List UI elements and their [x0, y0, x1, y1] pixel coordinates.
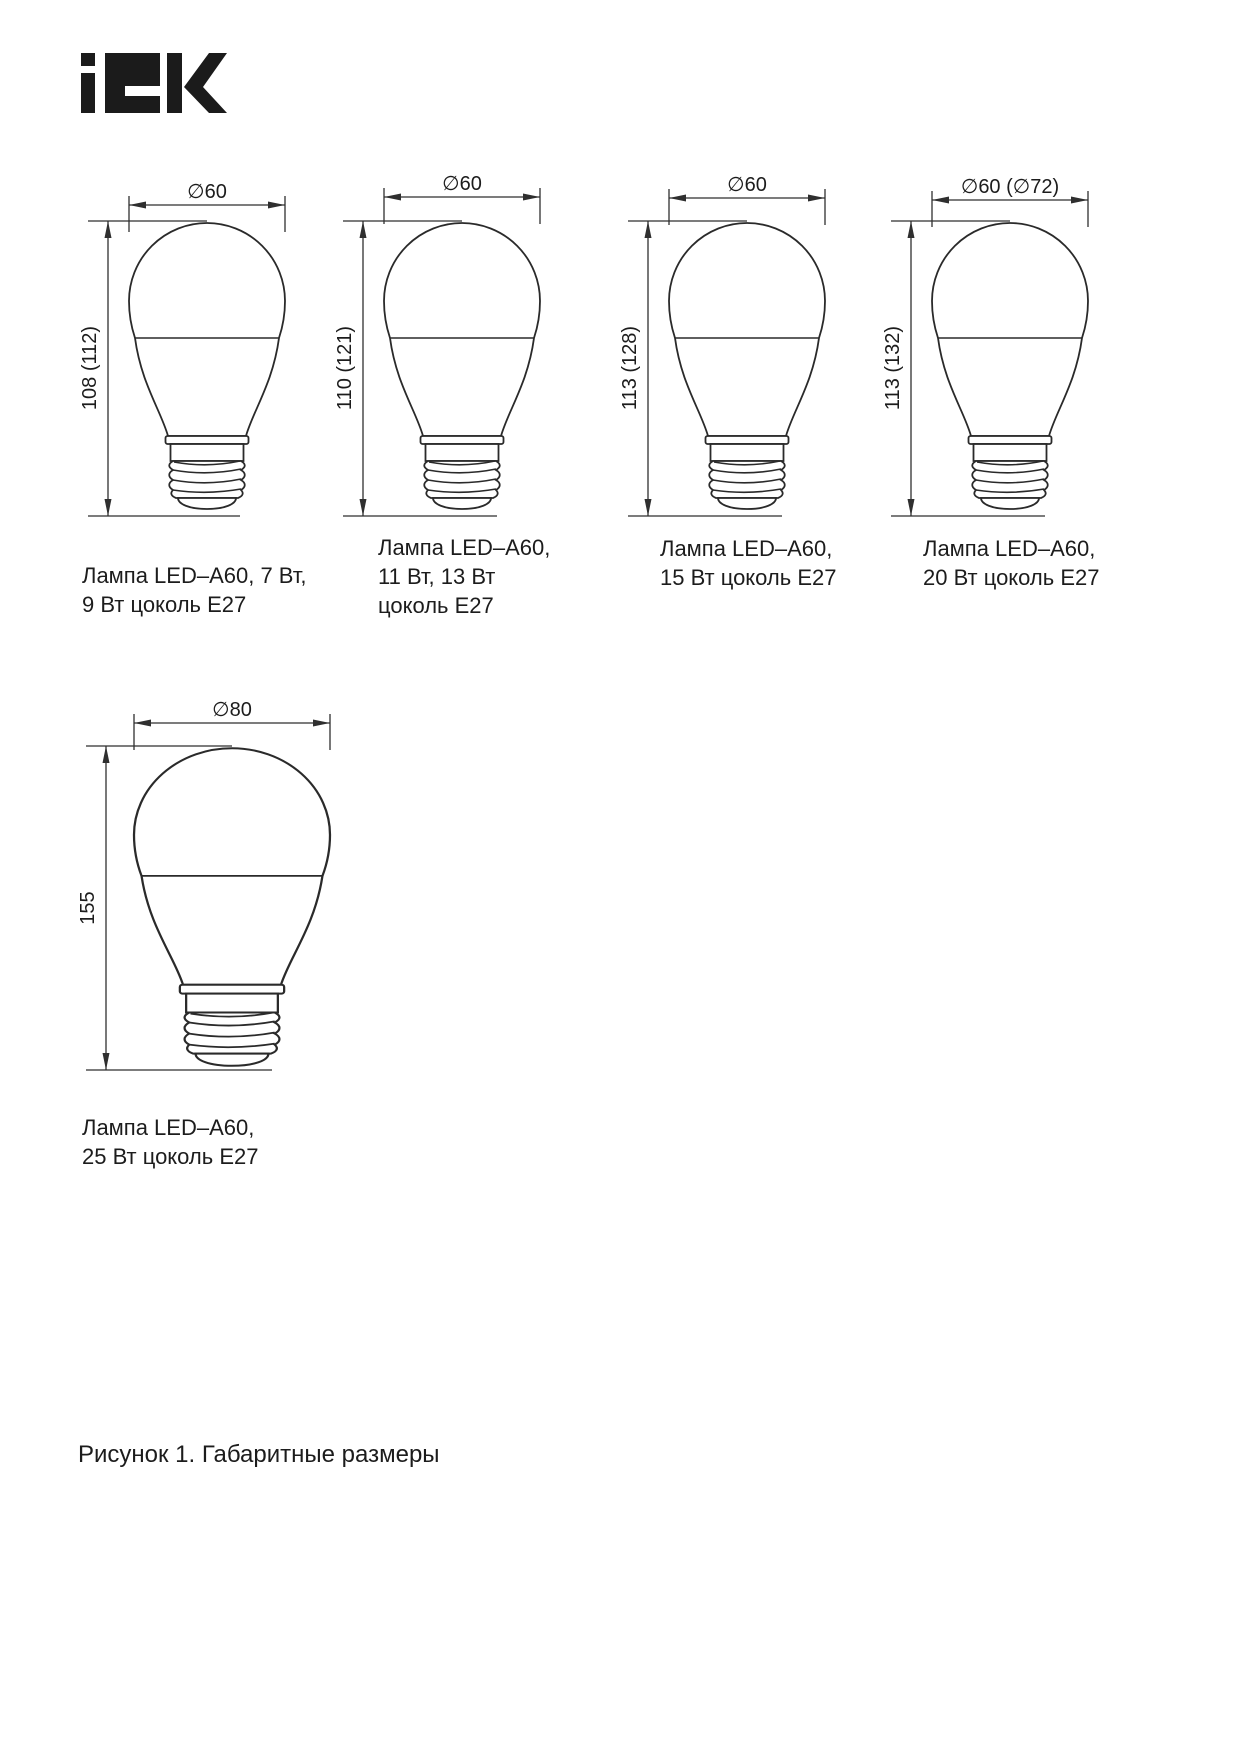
- caption-line: 20 Вт цоколь E27: [923, 565, 1100, 590]
- height-label: 108 (112): [79, 325, 101, 411]
- arrow-down-icon: [103, 1053, 110, 1070]
- bulb-diagram-15w: [619, 174, 825, 516]
- diameter-label: ∅60 (∅72): [960, 176, 1060, 198]
- arrow-down-icon: [105, 499, 112, 516]
- arrow-down-icon: [360, 499, 367, 516]
- arrow-left-icon: [669, 195, 686, 202]
- bulb-caption-11-13w: [378, 533, 550, 620]
- caption-line: Лампа LED–A60,: [923, 536, 1096, 561]
- height-label: 110 (121): [334, 325, 356, 411]
- diameter-label: ∅60: [442, 173, 482, 195]
- bulb-diagram-25w: [77, 699, 330, 1070]
- arrow-down-icon: [908, 499, 915, 516]
- arrow-left-icon: [134, 720, 151, 727]
- arrow-down-icon: [645, 499, 652, 516]
- caption-line: 9 Вт цоколь E27: [82, 592, 247, 617]
- height-label: 113 (128): [619, 325, 641, 411]
- arrow-left-icon: [129, 202, 146, 209]
- arrow-up-icon: [360, 221, 367, 238]
- arrow-right-icon: [313, 720, 330, 727]
- arrow-right-icon: [268, 202, 285, 209]
- caption-line: Лампа LED–A60,: [378, 535, 551, 560]
- bulb-caption-25w: [82, 1113, 258, 1171]
- arrow-right-icon: [1071, 197, 1088, 204]
- arrow-up-icon: [105, 221, 112, 238]
- arrow-up-icon: [103, 746, 110, 763]
- height-label: 113 (132): [882, 325, 904, 411]
- arrow-left-icon: [384, 194, 401, 201]
- bulb-caption-15w: [660, 534, 836, 592]
- diameter-label: ∅60: [187, 181, 227, 203]
- arrow-up-icon: [645, 221, 652, 238]
- caption-line: Лампа LED–A60,: [82, 1115, 255, 1140]
- bulb-diagram-11-13w: [334, 173, 540, 516]
- bulb-diagram-20w: [882, 176, 1088, 516]
- bulb-caption-20w: [923, 534, 1099, 592]
- figure-caption: Рисунок 1. Габаритные размеры: [78, 1441, 440, 1468]
- bulb-caption-7-9w: [82, 561, 307, 619]
- diameter-label: ∅80: [212, 699, 252, 721]
- arrow-left-icon: [932, 197, 949, 204]
- caption-line: Лампа LED–A60,: [660, 536, 833, 561]
- bulb-diagram-7-9w: [79, 181, 285, 516]
- arrow-right-icon: [808, 195, 825, 202]
- diameter-label: ∅60: [727, 174, 767, 196]
- caption-line: 15 Вт цоколь E27: [660, 565, 837, 590]
- caption-line: Лампа LED–A60, 7 Вт,: [82, 563, 307, 588]
- height-label: 155: [77, 891, 99, 925]
- arrow-right-icon: [523, 194, 540, 201]
- arrow-up-icon: [908, 221, 915, 238]
- caption-line: 25 Вт цоколь E27: [82, 1144, 259, 1169]
- caption-line: цоколь E27: [378, 593, 494, 618]
- caption-line: 11 Вт, 13 Вт: [378, 564, 496, 589]
